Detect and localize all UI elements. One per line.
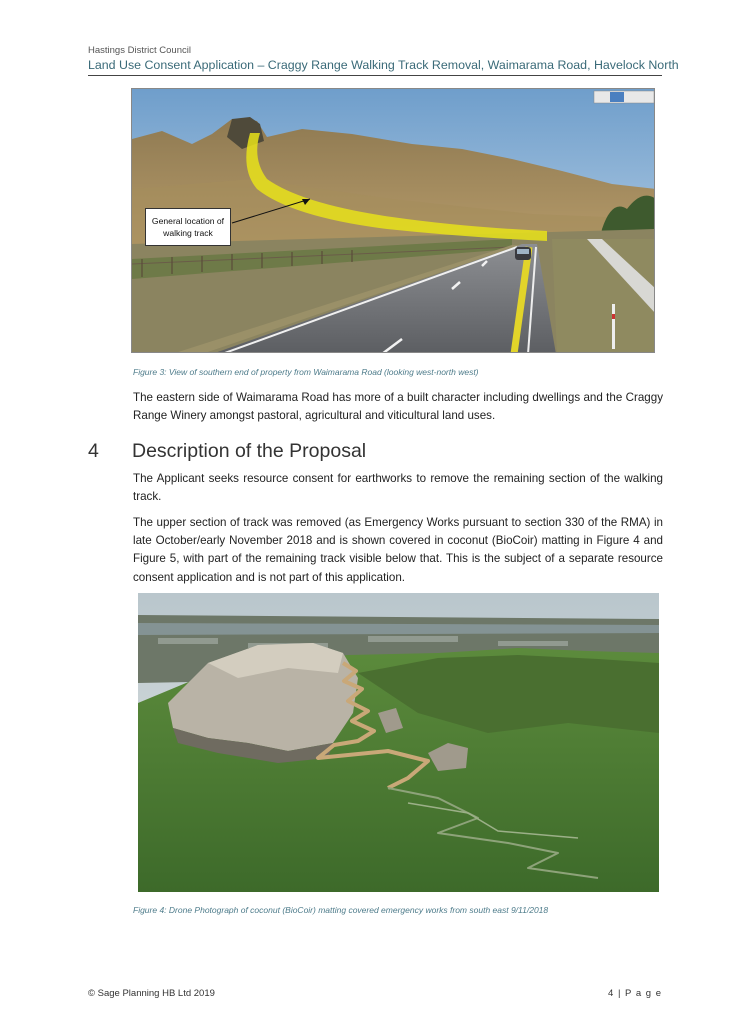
figure-4-photo: [138, 593, 659, 892]
footer-copyright: © Sage Planning HB Ltd 2019: [88, 988, 215, 999]
header-title: Land Use Consent Application – Craggy Range Walking Track Removal, Waimarama Road, Havelock North: [88, 58, 679, 72]
footer-page-number: 4 | P a g e: [608, 988, 662, 999]
section-title: Description of the Proposal: [132, 440, 367, 462]
paragraph-eastern-side: The eastern side of Waimarama Road has more of a built character including dwellings and the Craggy Range Winery amongst pastoral, agricultural and viticultural land uses.: [133, 391, 663, 423]
paragraph-applicant: The Applicant seeks resource consent for earthworks to remove the remaining section of the walking track.: [133, 472, 663, 504]
header-organization: Hastings District Council: [88, 45, 191, 56]
figure-4-caption: Figure 4: Drone Photograph of coconut (BioCoir) matting covered emergency works from south east 9/11/2018: [133, 905, 549, 915]
header-rule: [88, 75, 662, 76]
section-heading: [88, 440, 366, 463]
page-header: [88, 45, 679, 73]
section-number: 4: [88, 440, 99, 462]
paragraph-upper-section: The upper section of track was removed (as Emergency Works pursuant to section 330 of the RMA) in late October/early November 2018 and is shown covered in coconut (BioCoir) matting in Figure 4 and Figure 5, with part of the remaining track visible below that. This is the subject of a separate resource consent application and is not part of this application.: [133, 516, 663, 584]
walking-track-callout: General location of walking track: [145, 208, 231, 246]
figure-3-caption: Figure 3: View of southern end of property from Waimarama Road (looking west-north west): [133, 367, 479, 377]
drone-image: [138, 593, 659, 892]
